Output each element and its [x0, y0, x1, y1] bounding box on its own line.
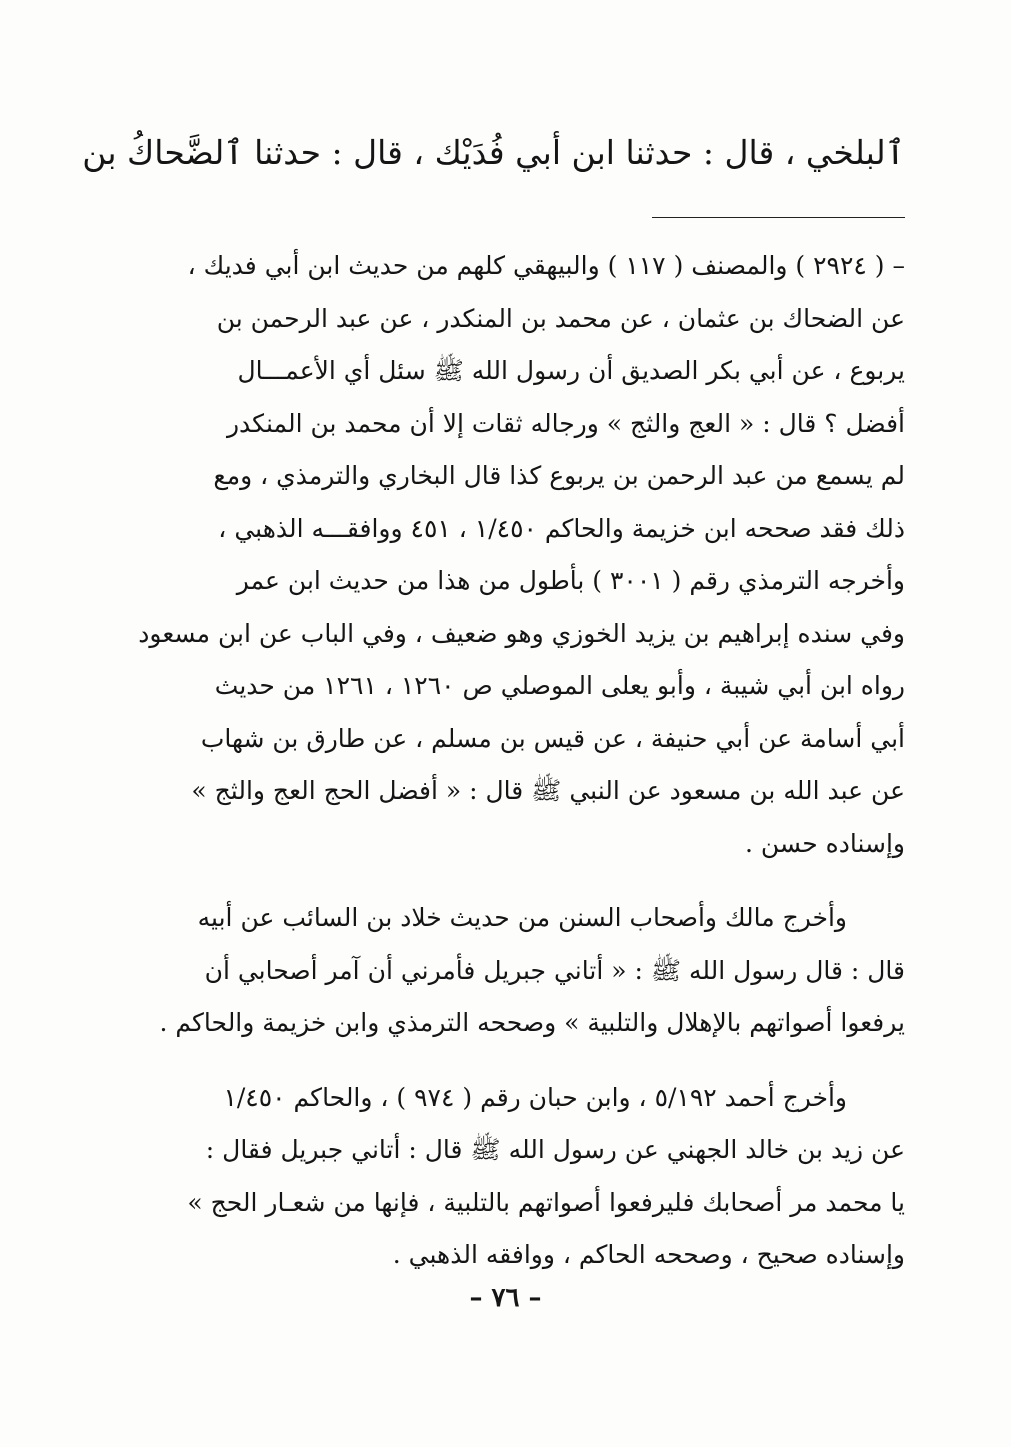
footnote-line: قال : قال رسول الله ﷺ : « أتاني جبريل فأمرني أن آمر أصحابي أن: [204, 955, 905, 985]
footnote-line: وأخرج مالك وأصحاب السنن من حديث خلاد بن السائب عن أبيه: [197, 903, 847, 932]
footnote-line: وإسناده صحيح ، وصححه الحاكم ، ووافقه الذهبي .: [392, 1240, 905, 1269]
footnote-line: يربوع ، عن أبي بكر الصديق أن رسول الله ﷺ سئل أي الأعمـــال: [237, 356, 905, 385]
footnote-line: وفي سنده إبراهيم بن يزيد الخوزي وهو ضعيف ، وفي الباب عن ابن مسعود: [138, 618, 905, 648]
main-text-line: ٱلبلخي ، قال : حدثنا ابن أبي فُدَيْك ، قال : حدثنا ٱلضَّحاكُ بن: [82, 133, 905, 172]
page-number: – ٧٦ –: [469, 1283, 542, 1313]
footnote-divider: [652, 217, 905, 218]
footnote-line: يا محمد مر أصحابك فليرفعوا أصواتهم بالتلبية ، فإنها من شعـار الحج »: [187, 1187, 905, 1217]
footnote-paragraph-2: [150, 892, 905, 1050]
footnote-line: وإسناده حسن .: [745, 828, 905, 858]
footnote-line: ذلك فقد صححه ابن خزيمة والحاكم ١/٤٥٠ ، ٤٥١ ووافقـــه الذهبي ،: [218, 513, 905, 543]
footnote-line: أفضل ؟ قال : « العج والثج » ورجاله ثقات إلا أن محمد بن المنكدر: [226, 408, 905, 438]
footnote-line: عن الضحاك بن عثمان ، عن محمد بن المنكدر ، عن عبد الرحمن بن: [216, 303, 905, 333]
footnote-line: رواه ابن أبي شيبة ، وأبو يعلى الموصلي ص ١٢٦٠ ، ١٢٦١ من حديث: [214, 671, 905, 700]
footnote-line: يرفعوا أصواتهم بالإهلال والتلبية » وصححه الترمذي وابن خزيمة والحاكم .: [159, 1008, 905, 1037]
footnote-paragraph-3: [150, 1072, 905, 1282]
footnotes-section: [138, 240, 905, 1304]
footnote-line: لم يسمع من عبد الرحمن بن يربوع كذا قال البخاري والترمذي ، ومع: [213, 461, 905, 490]
footnote-paragraph-1: [138, 240, 905, 870]
footnote-line: عن زيد بن خالد الجهني عن رسول الله ﷺ قال : أتاني جبريل فقال :: [205, 1135, 905, 1164]
footnote-line: أبي أسامة عن أبي حنيفة ، عن قيس بن مسلم ، عن طارق بن شهاب: [200, 723, 905, 753]
footnote-line: – ( ٢٩٢٤ ) والمصنف ( ١١٧ ) والبيهقي كلهم من حديث ابن أبي فديك ،: [187, 251, 905, 280]
footnote-line: عن عبد الله بن مسعود عن النبي ﷺ قال : « أفضل الحج العج والثج »: [191, 776, 905, 805]
footnote-line: وأخرجه الترمذي رقم ( ٣٠٠١ ) بأطول من هذا من حديث ابن عمر: [236, 566, 905, 595]
footnote-line: وأخرج أحمد ٥/١٩٢ ، وابن حبان رقم ( ٩٧٤ ) ، والحاكم ١/٤٥٠: [223, 1082, 847, 1112]
